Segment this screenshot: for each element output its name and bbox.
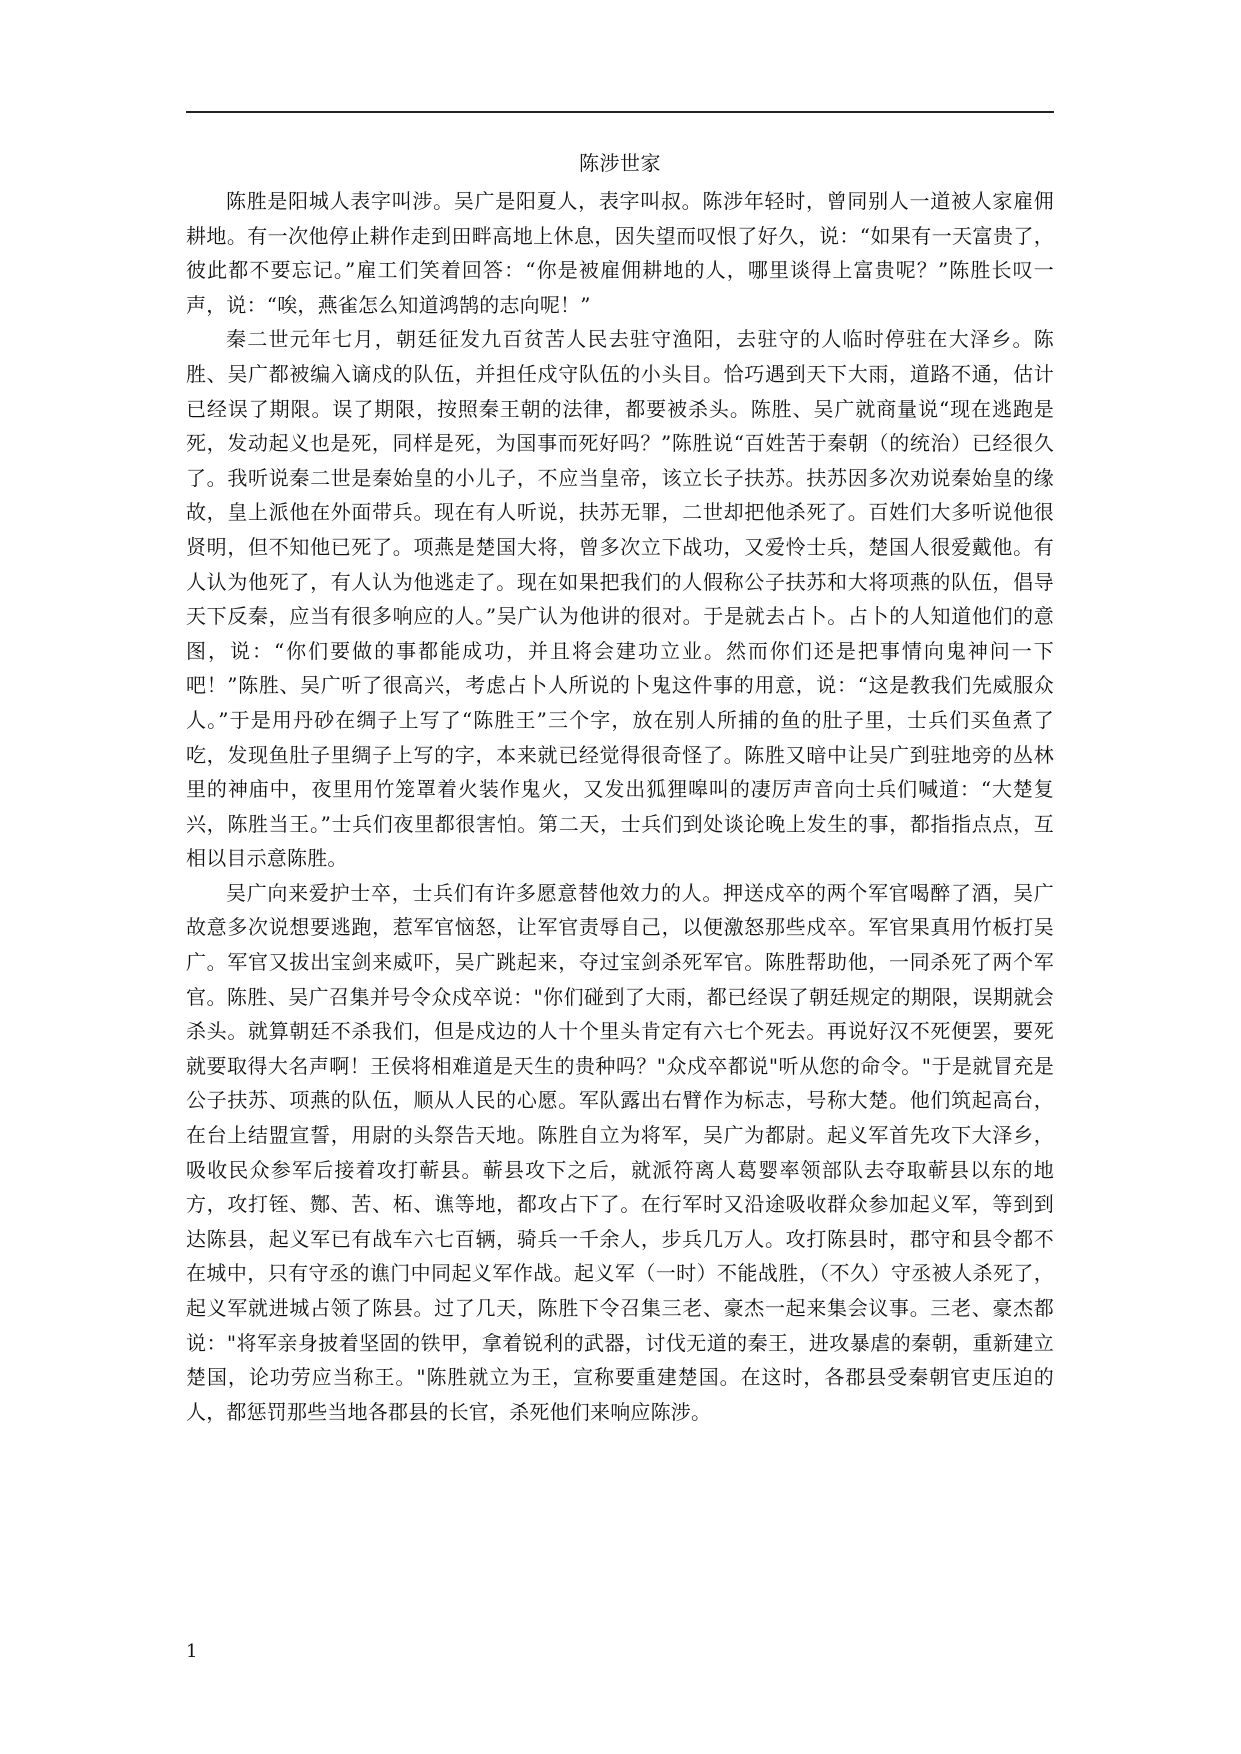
document-title: 陈涉世家 <box>579 151 661 175</box>
document-body <box>186 146 1054 1429</box>
header-rule <box>186 111 1054 113</box>
paragraph-1: 陈胜是阳城人表字叫涉。吴广是阳夏人，表字叫叔。陈涉年轻时，曾同别人一道被人家雇佣耕地。有一次他停止耕作走到田畔高地上休息，因失望而叹恨了好久，说：“如果有一天富贵了，彼此都不要忘记。”雇工们笑着回答：“你是被雇佣耕地的人，哪里谈得上富贵呢？”陈胜长叹一声，说：“唉，燕雀怎么知道鸿鹄的志向呢！” <box>186 189 1054 317</box>
paragraph-2: 秦二世元年七月，朝廷征发九百贫苦人民去驻守渔阳，去驻守的人临时停驻在大泽乡。陈胜、吴广都被编入谪戍的队伍，并担任戍守队伍的小头目。恰巧遇到天下大雨，道路不通，估计已经误了期限。误了期限，按照秦王朝的法律，都要被杀头。陈胜、吴广就商量说“现在逃跑是死，发动起义也是死，同样是死，为国事而死好吗？”陈胜说“百姓苦于秦朝（的统治）已经很久了。我听说秦二世是秦始皇的小儿子，不应当皇帝，该立长子扶苏。扶苏因多次劝说秦始皇的缘故，皇上派他在外面带兵。现在有人听说，扶苏无罪，二世却把他杀死了。百姓们大多听说他很贤明，但不知他已死了。项燕是楚国大将，曾多次立下战功，又爱怜士兵，楚国人很爱戴他。有人认为他死了，有人认为他逃走了。现在如果把我们的人假称公子扶苏和大将项燕的队伍，倡导天下反秦，应当有很多响应的人。”吴广认为他讲的很对。于是就去占卜。占卜的人知道他们的意图，说：“你们要做的事都能成功，并且将会建功立业。然而你们还是把事情向鬼神问一下吧！”陈胜、吴广听了很高兴，考虑占卜人所说的卜鬼这件事的用意，说：“这是教我们先威服众人。”于是用丹砂在绸子上写了“陈胜王”三个字，放在别人所捕的鱼的肚子里，士兵们买鱼煮了吃，发现鱼肚子里绸子上写的字，本来就已经觉得很奇怪了。陈胜又暗中让吴广到驻地旁的丛林里的神庙中，夜里用竹笼罩着火装作鬼火，又发出狐狸嗥叫的凄厉声音向士兵们喊道：“大楚复兴，陈胜当王。”士兵们夜里都很害怕。第二天，士兵们到处谈论晚上发生的事，都指指点点，互相以目示意陈胜。 <box>186 327 1054 871</box>
page-number: 1 <box>186 1641 198 1662</box>
paragraph-3: 吴广向来爱护士卒，士兵们有许多愿意替他效力的人。押送戍卒的两个军官喝醉了酒，吴广故意多次说想要逃跑，惹军官恼怒，让军官责辱自己，以便激怒那些戍卒。军官果真用竹板打吴广。军官又拔出宝剑来威吓，吴广跳起来，夺过宝剑杀死军官。陈胜帮助他，一同杀死了两个军官。陈胜、吴广召集并号令众戍卒说："你们碰到了大雨，都已经误了朝廷规定的期限，误期就会杀头。就算朝廷不杀我们，但是戍边的人十个里头肯定有六七个死去。再说好汉不死便罢，要死就要取得大名声啊！王侯将相难道是天生的贵种吗？"众戍卒都说"听从您的命令。"于是就冒充是公子扶苏、项燕的队伍，顺从人民的心愿。军队露出右臂作为标志，号称大楚。他们筑起高台，在台上结盟宣誓，用尉的头祭告天地。陈胜自立为将军，吴广为都尉。起义军首先攻下大泽乡，吸收民众参军后接着攻打蕲县。蕲县攻下之后，就派符离人葛婴率领部队去夺取蕲县以东的地方，攻打铚、酂、苦、柘、谯等地，都攻占下了。在行军时又沿途吸收群众参加起义军，等到到达陈县，起义军已有战车六七百辆，骑兵一千余人，步兵几万人。攻打陈县时，郡守和县令都不在城中，只有守丞的谯门中同起义军作战。起义军（一时）不能战胜，（不久）守丞被人杀死了，起义军就进城占领了陈县。过了几天，陈胜下令召集三老、豪杰一起来集会议事。三老、豪杰都说："将军亲身披着坚固的铁甲，拿着锐利的武器，讨伐无道的秦王，进攻暴虐的秦朝，重新建立楚国，论功劳应当称王。"陈胜就立为王，宣称要重建楚国。在这时，各郡县受秦朝官吏压迫的人，都惩罚那些当地各郡县的长官，杀死他们来响应陈涉。 <box>186 880 1054 1424</box>
